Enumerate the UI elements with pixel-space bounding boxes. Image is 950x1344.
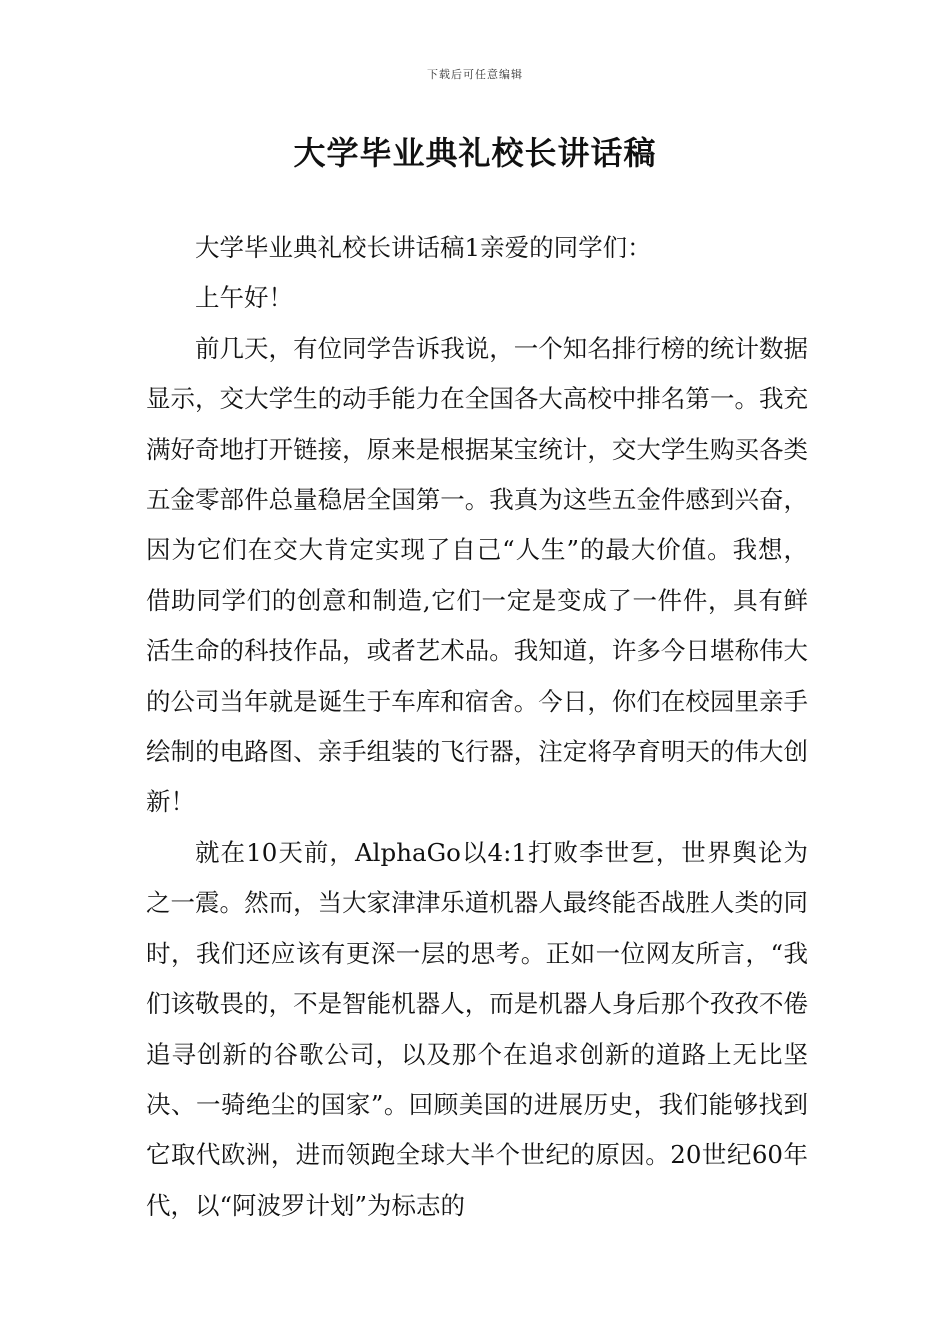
paragraph-salutation: 上午好！ <box>195 283 293 313</box>
paragraph-body-1: 前几天，有位同学告诉我说，一个知名排行榜的统计数据显示，交大学生的动手能力在全国各大高校中排名第一。我充满好奇地打开链接，原来是根据某宝统计，交大学生购买各类五金零部件总量稳居全国第一。我真为这些五金件感到兴奋，因为它们在交大肯定实现了自己“人生”的最大价值。我想，借助同学们的创意和制造,它们一定是变成了一件件，具有鲜活生命的科技作品，或者艺术品。我知道，许多今日堪称伟大的公司当年就是诞生于车库和宿舍。今日，你们在校园里亲手绘制的电路图、亲手组装的飞行器，注定将孕育明天的伟大创新！ <box>146 333 808 817</box>
paragraph-body-2: 就在10天前，AlphaGo以4:1打败李世乭，世界舆论为之一震。然而，当大家津津乐道机器人最终能否战胜人类的同时，我们还应该有更深一层的思考。正如一位网友所言，“我们该敬畏的，不是智能机器人，而是机器人身后那个孜孜不倦追寻创新的谷歌公司，以及那个在追求创新的道路上无比坚决、一骑绝尘的国家”。回顾美国的进展历史，我们能够找到它取代欧洲，进而领跑全球大半个世纪的原因。20世纪60年代，以“阿波罗计划”为标志的 <box>146 837 808 1220</box>
document-title: 大学毕业典礼校长讲话稿 <box>293 134 657 172</box>
header-note: 下载后可任意编辑 <box>427 68 523 81</box>
paragraph-greeting: 大学毕业典礼校长讲话稿1亲爱的同学们： <box>195 233 652 262</box>
document-body <box>146 223 808 1231</box>
